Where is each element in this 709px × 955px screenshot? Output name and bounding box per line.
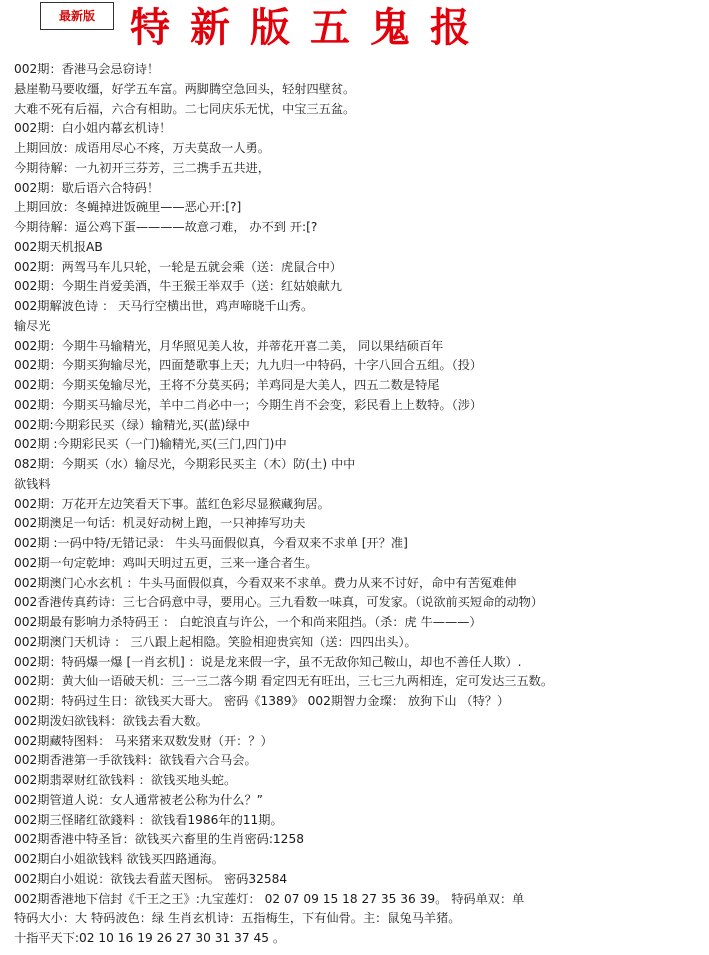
text-line: 002期泼妇欲钱料：欲钱去看大数。 — [14, 713, 208, 728]
header — [0, 0, 709, 60]
text-line: 002期白小姐说：欲钱去看蓝天图标。 密码32584 — [14, 871, 288, 886]
text-line: 002期解波色诗 ： 天马行空横出世，鸡声啼晓千山秀。 — [14, 299, 314, 313]
text-line: 002期藏特图料： 马来猪来双数发财（开：？） — [14, 733, 273, 748]
text-line: 002期：今期买马输尽光，羊中二肖必中一；今期生肖不会变，彩民看上上数特。（涉） — [14, 397, 483, 412]
text-line: 002期澳门心水玄机 ：牛头马面假似真，今看双来不求单。费力从来不讨好，命中有苦冤难伸 — [14, 575, 517, 590]
text-line: 上期回放：冬蝇掉进饭碗里——恶心开:[?] — [14, 200, 242, 215]
text-line: 002期：两驾马车儿只轮，一轮是五就会乘（送：虎鼠合中） — [14, 259, 342, 274]
text-line: 002期一句定乾坤：鸡叫天明过五更，三来一逢合者生。 — [14, 555, 318, 570]
text-line: 002期三怪睹红欲錢料 ：欲钱看1986年的11期。 — [14, 812, 283, 827]
text-line: 002期：今期买狗输尽光，四面楚歌事上天；九九归一中特码，十字八回合五组。（投） — [14, 358, 483, 373]
text-line: 002期：特码过生日：欲钱买大哥大。 密码《1389》 002期智力金璨： 放狗下山 （特？） — [14, 694, 510, 708]
text-line: 今期待解：逼公鸡下蛋————故意刁难， 办不到 开:[? — [14, 220, 318, 234]
text-line: 002期:今期彩民买（绿）输精光,买(蓝)绿中 — [14, 417, 250, 432]
text-line: 002期：歇后语六合特码！ — [14, 180, 160, 195]
text-line: 大难不死有后福，六合有相助。二七同庆乐无忧，中宝三五盆。 — [14, 101, 356, 116]
text-line: 002期：今期牛马输精光，月华照见美人妆，并蒂花开喜二美， 同以果结硕百年 — [14, 338, 444, 353]
text-line: 002期香港第一手欲钱料：欲钱看六合马会。 — [14, 753, 257, 768]
text-line: 002期最有影响力杀特码王 ： 白蛇浪直与许公，一个和尚来阻挡。（杀：虎 牛———） — [14, 615, 482, 629]
text-line: 十指平天下:02 10 16 19 26 27 30 31 37 45 。 — [14, 931, 286, 945]
text-line: 002期翡翠财红欲钱料 ：欲钱买地头蛇。 — [14, 773, 237, 787]
text-line: 002期白小姐欲钱料 欲钱买四路通海。 — [14, 852, 224, 866]
text-line: 002期：特码爆一爆 [一肖玄机] ：说是龙来假一字，虽不无敌你知己鞍山，却也不善任人欺）. — [14, 654, 522, 669]
text-line: 002期香港地下信封《千王之王》:九宝莲灯： 02 07 09 15 18 27 35 36 39。 特码单双：单 — [14, 891, 525, 906]
text-line: 002期：今期生肖爱美酒，牛王猴王举双手（送：红姑娘献九 — [14, 279, 342, 294]
text-line: 今期待解：一九初开三芬芳，三二携手五共进， — [14, 160, 270, 175]
text-line: 002期：万花开左边笑看天下事。蓝红色彩尽显猴藏狗居。 — [14, 496, 330, 511]
latest-edition-badge: 最新版 — [40, 2, 114, 30]
text-line: 002期：黄大仙一语破天机：三一三二落今期 看定四无有旺出，三七三九两相连，定可发达三五数。 — [14, 674, 554, 689]
text-line: 002期：白小姐内幕玄机诗！ — [14, 121, 172, 136]
text-line: 悬崖勒马要收缰，好学五车富。两脚腾空急回头，轻射四壁贫。 — [14, 81, 356, 96]
text-line: 002期 :今期彩民买（一门)输精光,买(三门,四门)中 — [14, 437, 287, 452]
text-line: 输尽光 — [14, 318, 51, 333]
document-body — [14, 60, 704, 949]
text-line: 082期：今期买（水）输尽光，今期彩民买主（木）防(土) 中中 — [14, 457, 356, 471]
text-line: 002期天机报AB — [14, 239, 103, 254]
text-line: 002期香港中特圣旨：欲钱买六畜里的生肖密码:1258 — [14, 832, 304, 847]
text-line: 特码大小：大 特码波色：绿 生肖玄机诗：五指梅生，下有仙骨。主：鼠兔马羊猪。 — [14, 911, 461, 926]
text-line: 002香港传真药诗：三七合码意中寻，要用心。三九看数一味真，可发家。（说欲前买短命的动物） — [14, 595, 544, 610]
text-line: 002期澳门天机诗 ： 三八跟上起相隐。笑脸相迎贵宾知（送：四四出头）。 — [14, 634, 417, 649]
text-line: 002期：今期买兔输尽光，王将不分莫买码；羊鸡同是大美人，四五二数是特尾 — [14, 378, 440, 392]
page-title: 特新版五鬼报 — [130, 4, 490, 51]
text-line: 欲钱料 — [14, 476, 51, 491]
text-line: 上期回放：成语用尽心不疼，万夫莫敌一人勇。 — [14, 141, 270, 155]
text-line: 002期澳足一句话：机灵好动树上跑，一只神捧写功夫 — [14, 516, 306, 531]
text-line: 002期管道人说：女人通常被老公称为什么？” — [14, 792, 263, 807]
text-line: 002期 :一码中特/无错记录： 牛头马面假似真，今看双来不求单 [开？准] — [14, 536, 408, 550]
text-line: 002期：香港马会忌窃诗！ — [14, 62, 160, 76]
